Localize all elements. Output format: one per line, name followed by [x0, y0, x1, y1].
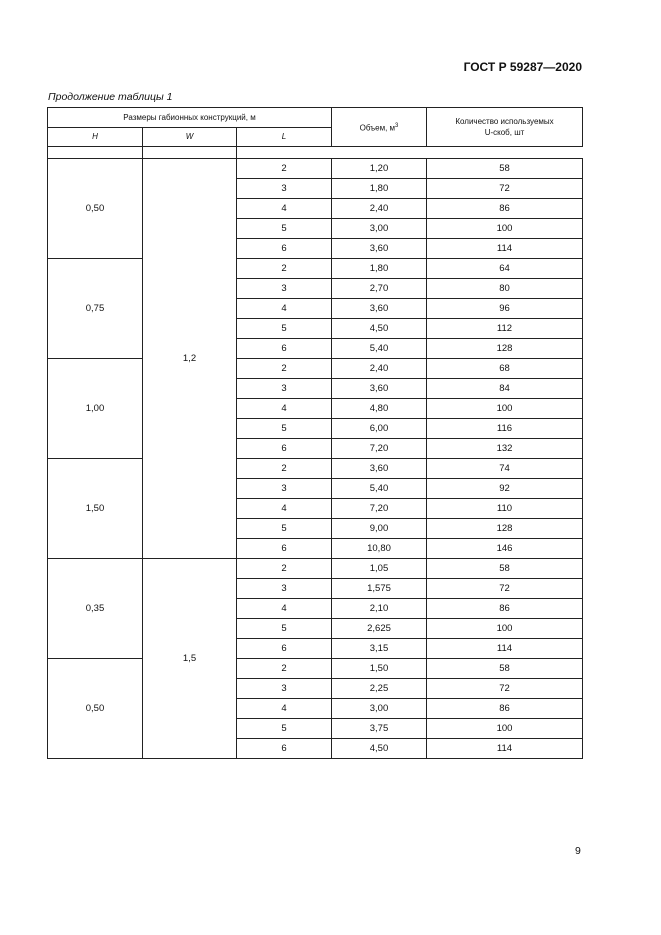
w-column-header: W: [143, 128, 237, 147]
page-number: 9: [575, 845, 581, 857]
volume-value-cell: 1,05: [332, 559, 427, 579]
u-clip-count-cell: 64: [427, 259, 583, 279]
l-value-cell: 4: [237, 299, 332, 319]
u-clip-count-cell: 100: [427, 399, 583, 419]
volume-value-cell: 3,60: [332, 459, 427, 479]
u-clip-count-cell: 100: [427, 219, 583, 239]
l-value-cell: 6: [237, 739, 332, 759]
volume-value-cell: 3,60: [332, 239, 427, 259]
l-value-cell: 3: [237, 479, 332, 499]
u-clip-count-cell: 116: [427, 419, 583, 439]
header-spacer-row: [48, 147, 583, 159]
u-clip-count-cell: 112: [427, 319, 583, 339]
volume-value-cell: 10,80: [332, 539, 427, 559]
l-value-cell: 6: [237, 239, 332, 259]
table-row: [48, 659, 583, 679]
l-value-cell: 4: [237, 699, 332, 719]
volume-value-cell: 1,80: [332, 179, 427, 199]
l-value-cell: 4: [237, 599, 332, 619]
h-value-cell: 1,00: [48, 359, 143, 459]
l-value-cell: 2: [237, 559, 332, 579]
w-value-cell: 1,5: [143, 559, 237, 759]
table-row: [48, 559, 583, 579]
volume-value-cell: 7,20: [332, 499, 427, 519]
l-column-header: L: [237, 128, 332, 147]
l-value-cell: 5: [237, 419, 332, 439]
volume-value-cell: 2,70: [332, 279, 427, 299]
volume-value-cell: 7,20: [332, 439, 427, 459]
l-value-cell: 6: [237, 639, 332, 659]
l-value-cell: 4: [237, 399, 332, 419]
table-row: [48, 159, 583, 179]
u-clip-count-cell: 86: [427, 699, 583, 719]
volume-value-cell: 9,00: [332, 519, 427, 539]
volume-value-cell: 2,625: [332, 619, 427, 639]
u-clip-count-header: Количество используемых U-скоб, шт: [427, 108, 583, 147]
volume-header: Объем, $м^3$: [332, 108, 427, 147]
l-value-cell: 5: [237, 319, 332, 339]
l-value-cell: 5: [237, 719, 332, 739]
u-clip-count-cell: 128: [427, 339, 583, 359]
l-value-cell: 6: [237, 439, 332, 459]
u-clip-count-cell: 74: [427, 459, 583, 479]
l-value-cell: 4: [237, 199, 332, 219]
h-value-cell: 0,50: [48, 159, 143, 259]
u-clip-count-cell: 58: [427, 559, 583, 579]
volume-value-cell: 6,00: [332, 419, 427, 439]
volume-value-cell: 1,20: [332, 159, 427, 179]
l-value-cell: 6: [237, 539, 332, 559]
l-value-cell: 3: [237, 679, 332, 699]
volume-value-cell: 4,80: [332, 399, 427, 419]
volume-value-cell: 3,60: [332, 299, 427, 319]
l-value-cell: 5: [237, 219, 332, 239]
w-value-cell: 1,2: [143, 159, 237, 559]
l-value-cell: 2: [237, 659, 332, 679]
l-value-cell: 6: [237, 339, 332, 359]
volume-value-cell: 3,15: [332, 639, 427, 659]
u-clip-count-cell: 114: [427, 239, 583, 259]
u-clip-count-cell: 96: [427, 299, 583, 319]
u-clip-count-cell: 92: [427, 479, 583, 499]
table-caption: Продолжение таблицы 1: [48, 91, 173, 103]
volume-value-cell: 2,40: [332, 199, 427, 219]
u-clip-count-cell: 84: [427, 379, 583, 399]
u-clip-count-cell: 114: [427, 739, 583, 759]
l-value-cell: 3: [237, 179, 332, 199]
volume-value-cell: 3,00: [332, 699, 427, 719]
u-clip-count-cell: 72: [427, 179, 583, 199]
h-value-cell: 0,50: [48, 659, 143, 759]
l-value-cell: 3: [237, 379, 332, 399]
l-value-cell: 3: [237, 279, 332, 299]
volume-value-cell: 3,00: [332, 219, 427, 239]
l-value-cell: 2: [237, 459, 332, 479]
u-clip-count-cell: 68: [427, 359, 583, 379]
volume-value-cell: 1,575: [332, 579, 427, 599]
u-clip-count-cell: 86: [427, 599, 583, 619]
u-clip-count-cell: 110: [427, 499, 583, 519]
table-row: [48, 259, 583, 279]
volume-value-cell: 3,60: [332, 379, 427, 399]
l-value-cell: 5: [237, 519, 332, 539]
u-clip-count-cell: 58: [427, 659, 583, 679]
l-value-cell: 2: [237, 259, 332, 279]
l-value-cell: 5: [237, 619, 332, 639]
h-column-header: H: [48, 128, 143, 147]
l-value-cell: 4: [237, 499, 332, 519]
volume-value-cell: 2,40: [332, 359, 427, 379]
volume-value-cell: 5,40: [332, 339, 427, 359]
volume-value-cell: 4,50: [332, 739, 427, 759]
volume-value-cell: 5,40: [332, 479, 427, 499]
u-clip-count-cell: 72: [427, 579, 583, 599]
table-row: [48, 459, 583, 479]
u-clip-count-cell: 80: [427, 279, 583, 299]
u-clip-count-cell: 100: [427, 719, 583, 739]
table-row: [48, 359, 583, 379]
l-value-cell: 3: [237, 579, 332, 599]
u-clip-count-cell: 132: [427, 439, 583, 459]
h-value-cell: 0,75: [48, 259, 143, 359]
l-value-cell: 2: [237, 159, 332, 179]
u-clip-count-cell: 72: [427, 679, 583, 699]
u-clip-count-cell: 146: [427, 539, 583, 559]
u-clip-count-cell: 100: [427, 619, 583, 639]
h-value-cell: 0,35: [48, 559, 143, 659]
u-clip-count-cell: 114: [427, 639, 583, 659]
u-clip-count-cell: 128: [427, 519, 583, 539]
volume-value-cell: 1,80: [332, 259, 427, 279]
volume-value-cell: 4,50: [332, 319, 427, 339]
u-clip-count-cell: 58: [427, 159, 583, 179]
gabion-table: [47, 107, 583, 759]
document-code: ГОСТ Р 59287—2020: [463, 60, 582, 74]
volume-value-cell: 2,25: [332, 679, 427, 699]
volume-value-cell: 3,75: [332, 719, 427, 739]
sizes-group-header: Размеры габионных конструкций, м: [48, 108, 332, 128]
u-clip-count-cell: 86: [427, 199, 583, 219]
volume-value-cell: 1,50: [332, 659, 427, 679]
l-value-cell: 2: [237, 359, 332, 379]
volume-value-cell: 2,10: [332, 599, 427, 619]
h-value-cell: 1,50: [48, 459, 143, 559]
